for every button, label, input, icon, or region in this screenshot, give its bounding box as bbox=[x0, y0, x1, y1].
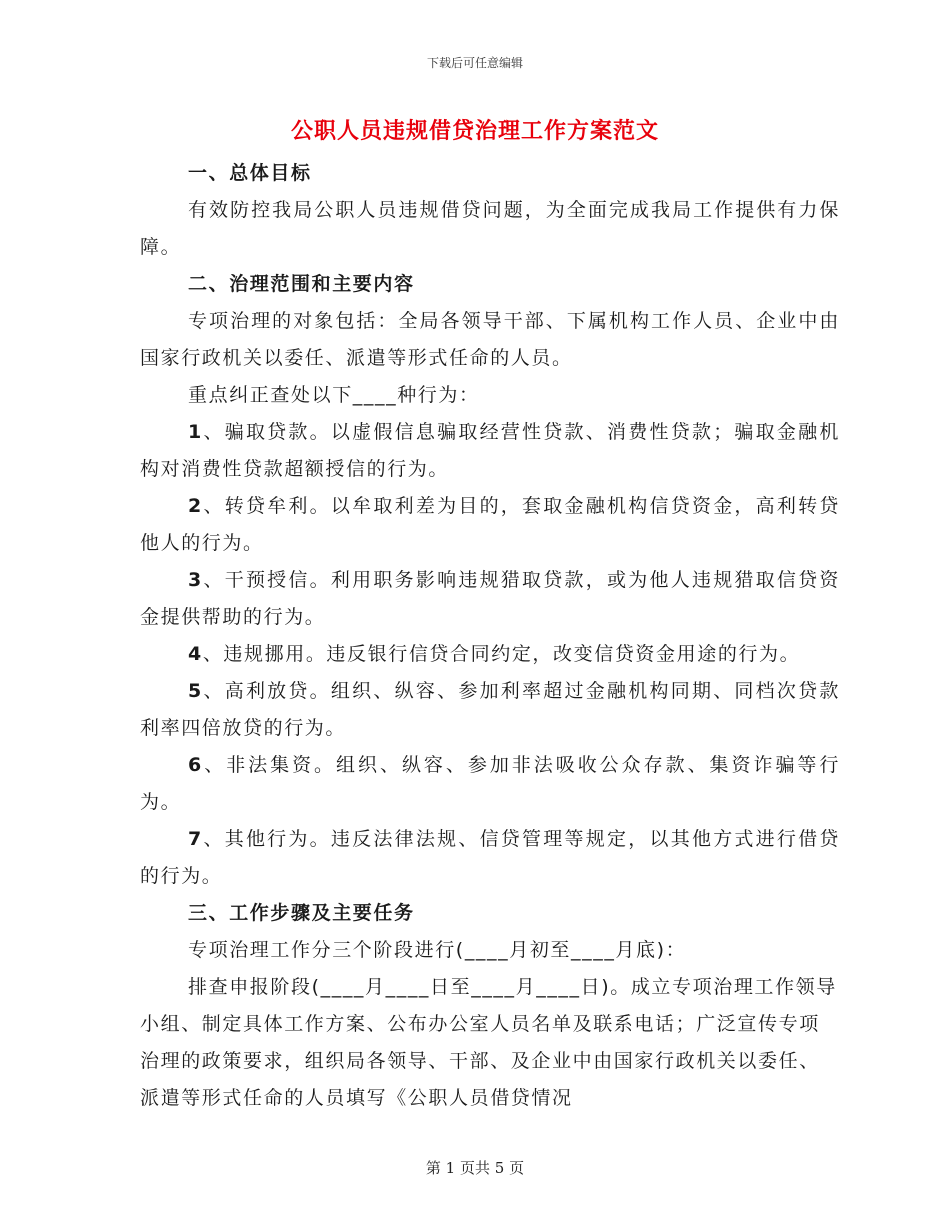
list-item-number: 1 bbox=[188, 421, 203, 443]
section2-paragraph-scope: 专项治理的对象包括：全局各领导干部、下属机构工作人员、企业中由国家行政机关以委任、派遣等形式任命的人员。 bbox=[140, 310, 840, 369]
section-heading-2: 二、治理范围和主要内容 bbox=[188, 273, 415, 295]
list-item bbox=[140, 414, 840, 488]
list-item bbox=[140, 673, 840, 747]
list-item-number: 2 bbox=[188, 495, 203, 517]
document-title: 公职人员违规借贷治理工作方案范文 bbox=[290, 119, 659, 144]
list-item-text: 、转贷牟利。以牟取利差为目的，套取金融机构信贷资金，高利转贷他人的行为。 bbox=[140, 495, 840, 554]
list-item-text: 、违规挪用。违反银行信贷合同约定，改变信贷资金用途的行为。 bbox=[202, 643, 801, 665]
list-item-text: 、其他行为。违反法律法规、信贷管理等规定，以其他方式进行借贷的行为。 bbox=[140, 828, 840, 887]
list-item bbox=[140, 488, 840, 562]
list-item bbox=[140, 636, 840, 673]
section-heading-3: 三、工作步骤及主要任务 bbox=[188, 902, 415, 924]
list-item-number: 7 bbox=[188, 828, 203, 850]
section2-paragraph-behaviors: 重点纠正查处以下____种行为： bbox=[188, 384, 480, 406]
list-item-number: 5 bbox=[188, 680, 203, 702]
list-item bbox=[140, 821, 840, 895]
section3-paragraph-stage1: 排查申报阶段(____月____日至____月____日)。成立专项治理工作领导小组、制定具体工作方案、公布办公室人员名单及联系电话；广泛宣传专项治理的政策要求，组织局各领导、干部、及企业中由国家行政机关以委任、派遣等形式任命的人员填写《公职人员借贷情况 bbox=[140, 976, 837, 1109]
page-number: 第 1 页共 5 页 bbox=[425, 1159, 525, 1177]
list-item-text: 、高利放贷。组织、纵容、参加利率超过金融机构同期、同档次贷款利率四倍放贷的行为。 bbox=[140, 680, 840, 739]
document-body bbox=[140, 155, 840, 1117]
header-note: 下载后可任意编辑 bbox=[426, 56, 523, 70]
list-item-text: 、非法集资。组织、纵容、参加非法吸收公众存款、集资诈骗等行为。 bbox=[140, 754, 840, 813]
list-item-number: 4 bbox=[188, 643, 203, 665]
section-heading-1: 一、总体目标 bbox=[188, 162, 312, 184]
list-item bbox=[140, 747, 840, 821]
list-item bbox=[140, 562, 840, 636]
section1-paragraph: 有效防控我局公职人员违规借贷问题，为全面完成我局工作提供有力保障。 bbox=[140, 199, 840, 258]
list-item-number: 3 bbox=[188, 569, 203, 591]
list-item-text: 、骗取贷款。以虚假信息骗取经营性贷款、消费性贷款；骗取金融机构对消费性贷款超额授信的行为。 bbox=[140, 421, 840, 480]
list-item-text: 、干预授信。利用职务影响违规猎取贷款，或为他人违规猎取信贷资金提供帮助的行为。 bbox=[140, 569, 840, 628]
section3-paragraph-phases: 专项治理工作分三个阶段进行(____月初至____月底)： bbox=[188, 939, 687, 961]
list-item-number: 6 bbox=[188, 754, 203, 776]
